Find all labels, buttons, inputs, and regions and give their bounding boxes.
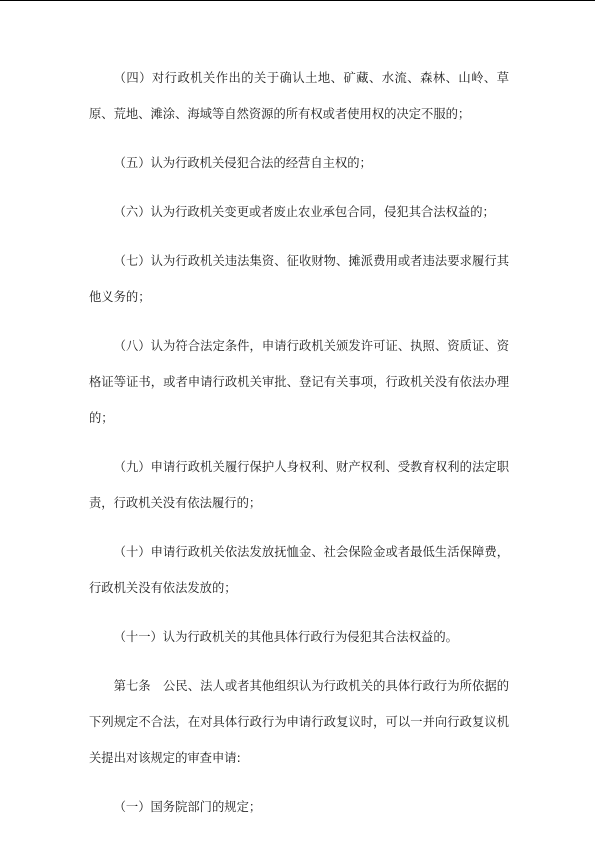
- article-7: 第七条 公民、法人或者其他组织认为行政机关的具体行政行为所依据的下列规定不合法，在对具体行政行为申请行政复议时，可以一并向行政复议机关提出对该规定的审查申请:: [89, 679, 509, 765]
- clause-item-5: （五）认为行政机关侵犯合法的经营自主权的；: [113, 156, 372, 170]
- clause-item-8: （八）认为符合法定条件，申请行政机关颁发许可证、执照、资质证、资格证等证书，或者申请行政机关审批、登记有关事项，行政机关没有依法办理的；: [89, 339, 509, 425]
- top-border-rule: [0, 0, 595, 1]
- document-body: [89, 60, 509, 825]
- clause-item-4: （四）对行政机关作出的关于确认土地、矿藏、水流、森林、山岭、草原、荒地、滩涂、海域等自然资源的所有权或者使用权的决定不服的；: [89, 71, 509, 121]
- clause-item-9: （九）申请行政机关履行保护人身权利、财产权利、受教育权利的法定职责，行政机关没有依法履行的；: [89, 460, 509, 510]
- clause-item-11: （十一）认为行政机关的其他具体行政行为侵犯其合法权益的。: [113, 630, 458, 644]
- clause-item-6: （六）认为行政机关变更或者废止农业承包合同，侵犯其合法权益的；: [113, 205, 495, 219]
- clause-item-10: （十）申请行政机关依法发放抚恤金、社会保险金或者最低生活保障费，行政机关没有依法发放的；: [89, 545, 509, 595]
- article-7-item-1: （一）国务院部门的规定；: [113, 800, 262, 814]
- clause-item-7: （七）认为行政机关违法集资、征收财物、摊派费用或者违法要求履行其他义务的；: [89, 254, 509, 304]
